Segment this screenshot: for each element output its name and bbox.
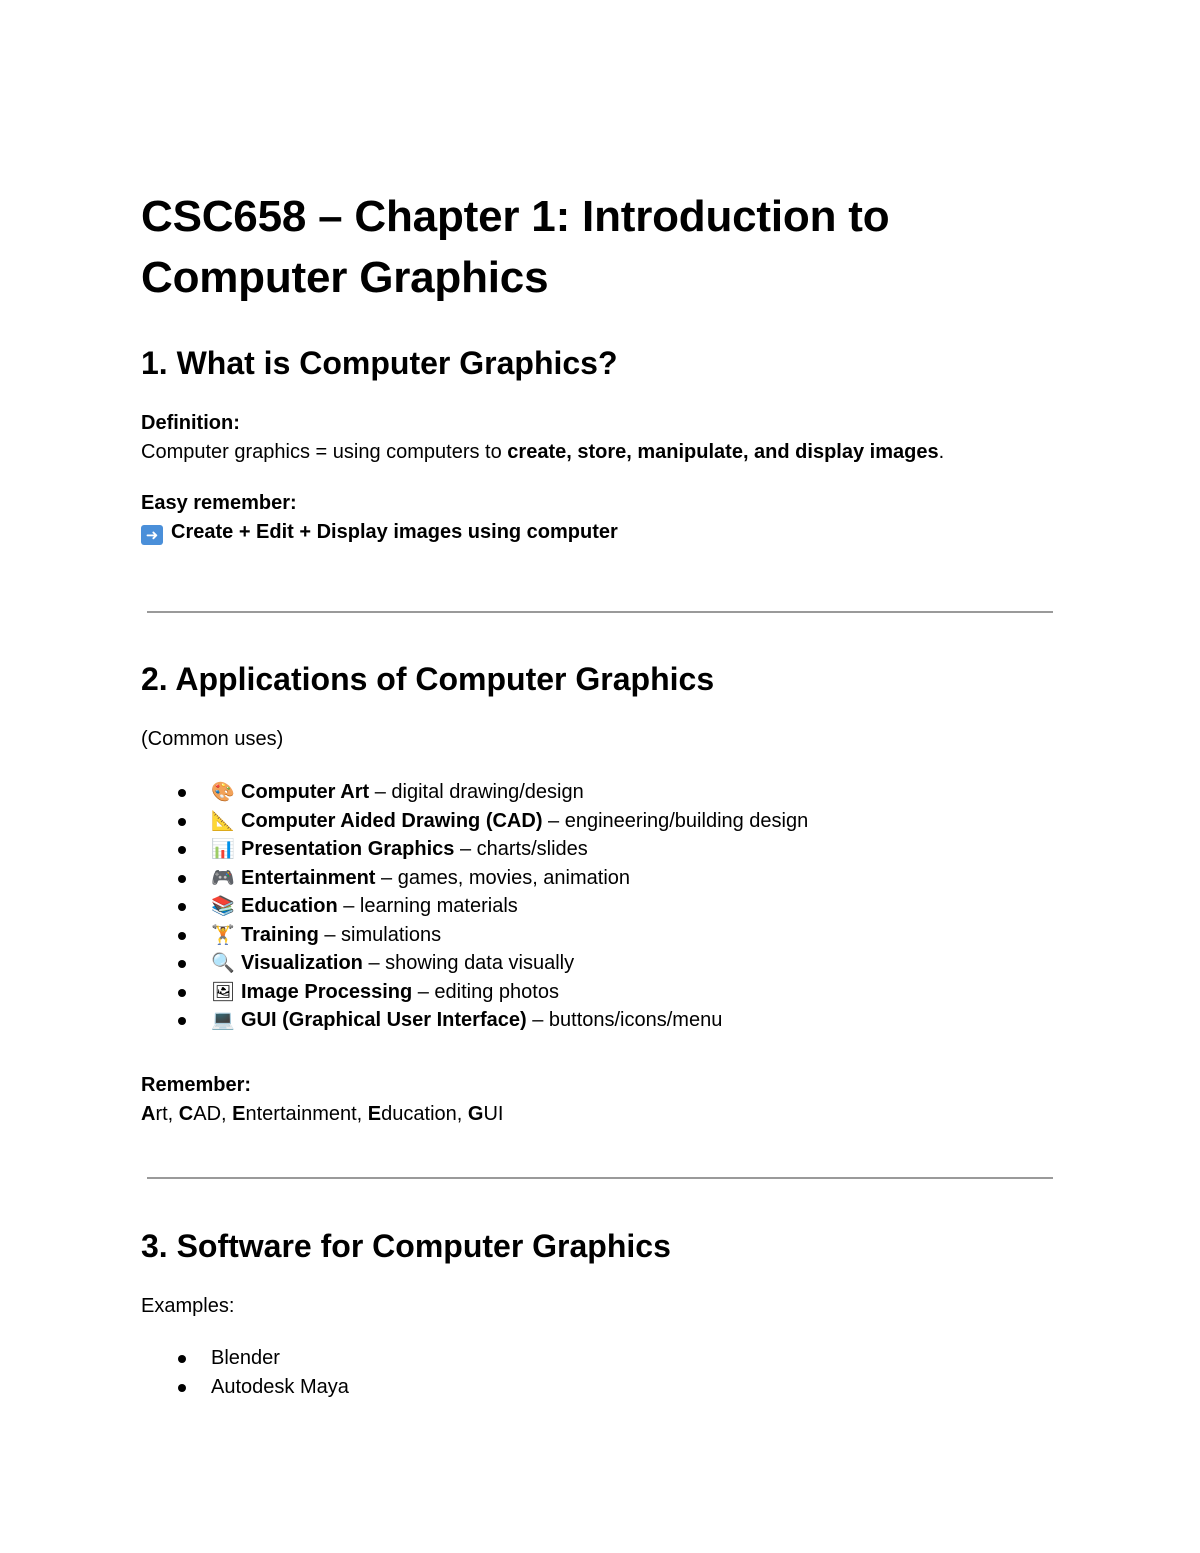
application-term: Computer Art <box>241 781 370 803</box>
bullet-dot <box>178 1355 186 1363</box>
section-3-heading: 3. Software for Computer Graphics <box>141 1228 671 1264</box>
bullet-dot <box>178 818 186 826</box>
definition-label: Definition: <box>141 412 240 434</box>
section-2-heading: 2. Applications of Computer Graphics <box>141 661 715 697</box>
bar-chart-icon: 📊 <box>211 838 235 860</box>
definition-suffix: . <box>938 441 945 463</box>
application-item <box>141 1006 1061 1035</box>
application-item <box>141 978 1061 1007</box>
application-description: – editing photos <box>412 980 559 1003</box>
bullet-dot <box>178 903 186 911</box>
software-intro: Examples: <box>141 1295 235 1317</box>
bullet-dot <box>178 789 186 797</box>
application-item <box>141 864 1061 893</box>
bullet-dot <box>178 932 186 940</box>
triangle-ruler-icon: 📐 <box>211 809 235 832</box>
application-term: Entertainment <box>241 866 376 889</box>
bullet-dot <box>178 960 186 968</box>
remember-mnemonic <box>141 1100 503 1129</box>
mnemonic-initial: C <box>178 1103 194 1125</box>
application-item <box>141 835 1061 864</box>
easy-remember-value: Create + Edit + Display images using computer <box>171 521 618 543</box>
title-line-2: Computer Graphics <box>141 253 549 302</box>
application-term: Image Processing <box>241 980 413 1003</box>
software-item <box>141 1344 1061 1373</box>
application-description: – charts/slides <box>454 838 588 860</box>
application-term: Computer Aided Drawing (CAD) <box>241 809 543 832</box>
mnemonic-initial: E <box>232 1103 246 1125</box>
easy-remember-text <box>141 518 618 547</box>
palette-icon: 🎨 <box>211 781 235 803</box>
software-name: Blender <box>211 1347 280 1369</box>
application-term: Education <box>241 895 338 917</box>
applications-list <box>141 778 1061 1035</box>
bullet-dot <box>178 846 186 854</box>
remember-label: Remember: <box>141 1074 252 1096</box>
magnifier-icon: 🔍 <box>211 952 235 974</box>
books-icon: 📚 <box>211 895 235 917</box>
document-title <box>141 186 889 308</box>
mnemonic-initial: G <box>467 1103 484 1125</box>
easy-remember-label: Easy remember: <box>141 492 297 514</box>
software-name: Autodesk Maya <box>211 1375 349 1398</box>
application-description: – games, movies, animation <box>375 866 631 889</box>
mnemonic-rest: rt, <box>155 1103 179 1125</box>
game-controller-icon: 🎮 <box>211 866 235 889</box>
application-description: – showing data visually <box>362 952 575 974</box>
application-description: – simulations <box>318 923 442 946</box>
section-1-heading: 1. What is Computer Graphics? <box>141 345 618 381</box>
application-item <box>141 892 1061 921</box>
definition-prefix: Computer graphics = using computers to <box>141 441 508 463</box>
application-term: Training <box>241 923 319 946</box>
application-term: Visualization <box>241 952 363 974</box>
definition-text <box>141 438 944 467</box>
mnemonic-rest: ntertainment, <box>245 1103 368 1125</box>
software-list <box>141 1344 1061 1401</box>
application-item <box>141 949 1061 978</box>
application-term: GUI (Graphical User Interface) <box>241 1009 527 1031</box>
application-item <box>141 921 1061 950</box>
applications-intro: (Common uses) <box>141 728 284 750</box>
mnemonic-initial: A <box>141 1103 156 1125</box>
bullet-dot <box>178 989 186 997</box>
bullet-dot <box>178 1384 186 1392</box>
application-item <box>141 778 1061 807</box>
application-description: – buttons/icons/menu <box>526 1009 723 1031</box>
application-description: – engineering/building design <box>542 809 809 832</box>
application-description: – learning materials <box>337 895 518 917</box>
application-item <box>141 807 1061 836</box>
application-term: Presentation Graphics <box>241 838 455 860</box>
weightlifter-icon: 🏋 <box>211 923 235 946</box>
software-item <box>141 1373 1061 1402</box>
application-description: – digital drawing/design <box>369 781 584 803</box>
horizontal-rule-1 <box>147 611 1053 613</box>
mnemonic-rest: AD, <box>193 1103 233 1125</box>
definition-emphasis: create, store, manipulate, and display images <box>507 441 939 463</box>
mnemonic-rest: ducation, <box>381 1103 468 1125</box>
title-line-1: CSC658 – Chapter 1: Introduction to <box>141 192 890 241</box>
horizontal-rule-2 <box>147 1177 1053 1179</box>
bullet-dot <box>178 875 186 883</box>
arrow-right-icon: ➜ <box>141 525 163 545</box>
framed-picture-icon: 🖼 <box>211 980 236 1003</box>
laptop-icon: 💻 <box>211 1009 235 1031</box>
mnemonic-rest: UI <box>483 1103 504 1125</box>
bullet-dot <box>178 1017 186 1025</box>
mnemonic-initial: E <box>367 1103 382 1125</box>
